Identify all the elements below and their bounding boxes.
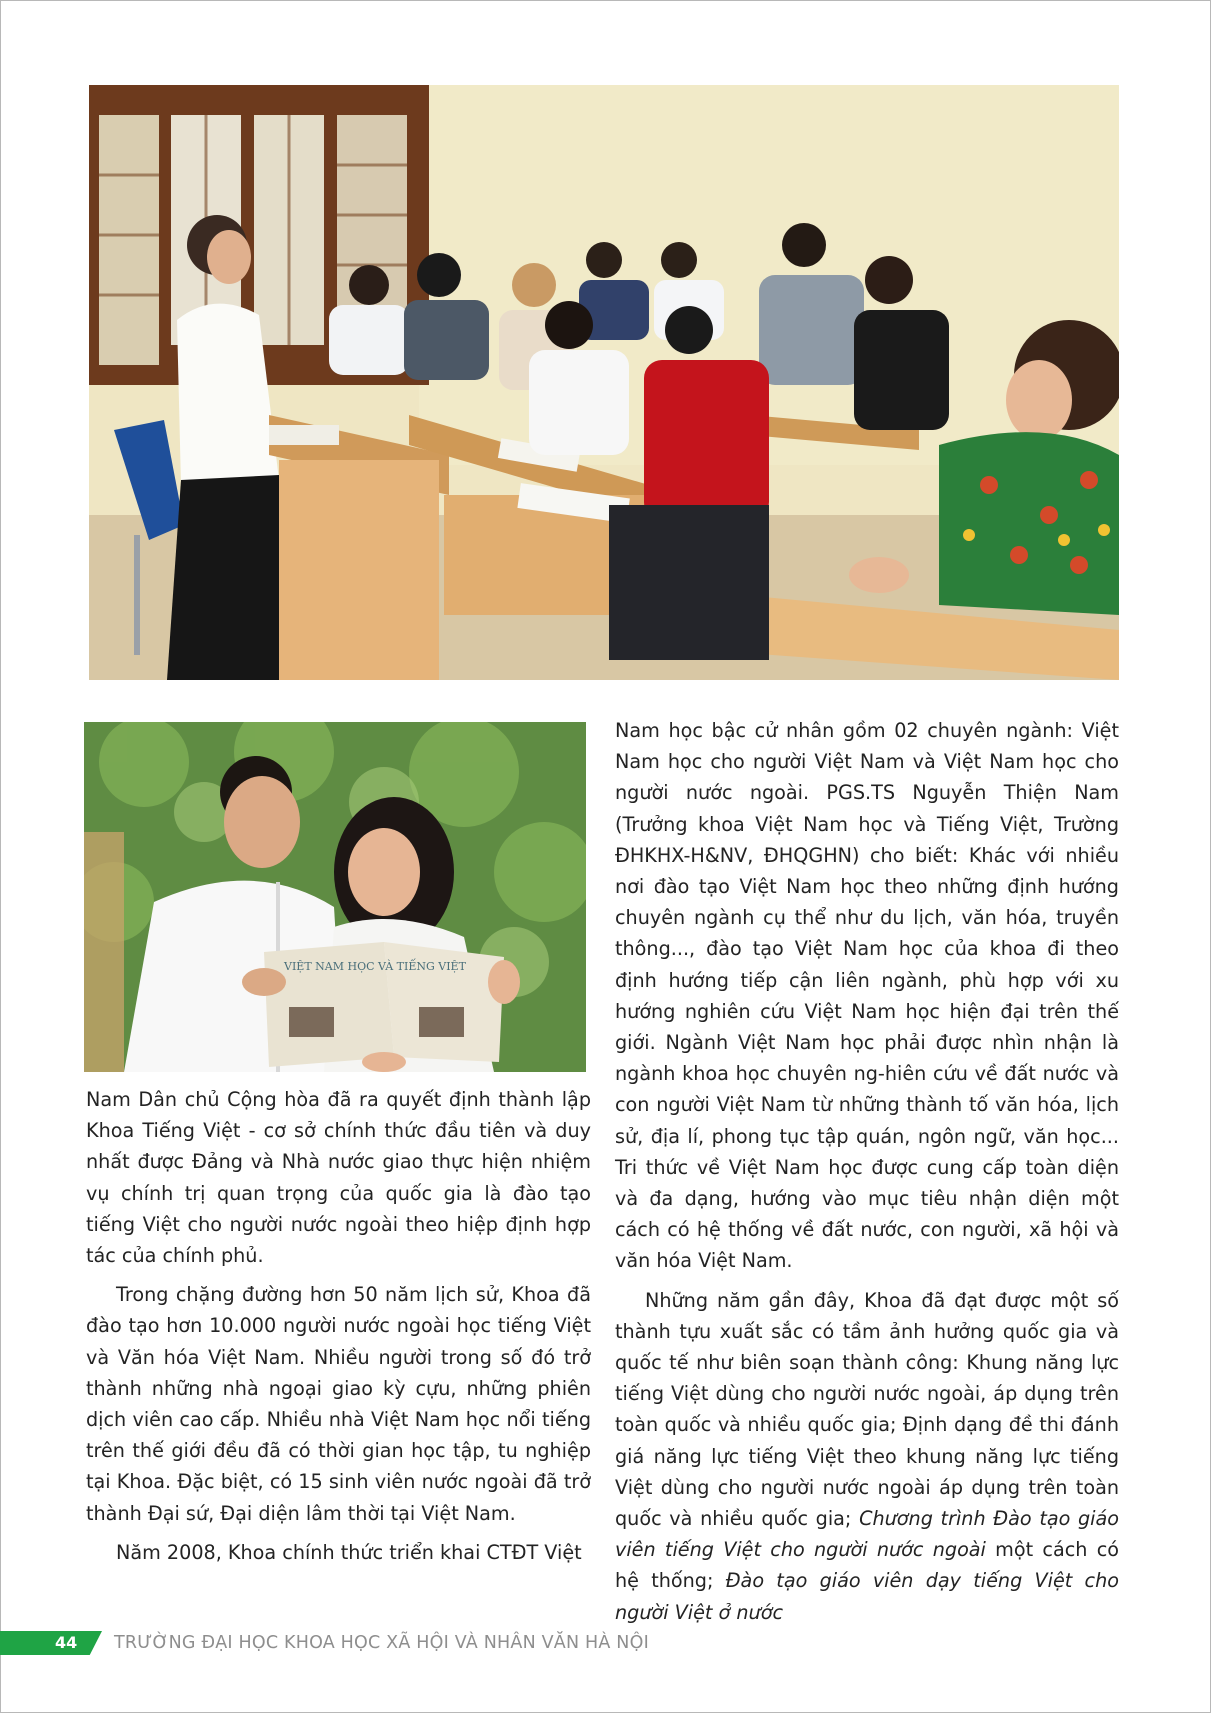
students-reading-photo	[84, 722, 586, 1072]
left-paragraph-1: Nam Dân chủ Cộng hòa đã ra quyết định thành lập Khoa Tiếng Việt - cơ sở chính thức đầu tiên và duy nhất được Đảng và Nhà nước giao thực hiện nhiệm vụ chính trị quan trọng của quốc gia là đào tạo tiếng Việt cho người nước ngoài theo hiệp định hợp tác của chính phủ.	[86, 1088, 591, 1268]
right-paragraph-2-text-a: Những năm gần đây, Khoa đã đạt được một số thành tựu xuất sắc có tầm ảnh hưởng quốc gia và quốc tế như biên soạn thành công: Khung năng lực tiếng Việt dùng cho người nước ngoài, áp dụng trên toàn quốc và nhiều quốc gia; Định dạng đề thi đánh giá năng lực tiếng Việt theo khung năng lực tiếng Việt dùng cho người nước ngoài áp dụng trên toàn quốc và nhiều quốc gia;	[615, 1288, 1119, 1531]
right-paragraph-2-italic-a: Chương trình Đào tạo giáo viên tiếng Việt cho người nước ngoài	[615, 1507, 1120, 1562]
right-paragraph-2-italic-b: Đào tạo giáo viên dạy tiếng Việt cho người Việt ở nước	[615, 1569, 1119, 1624]
right-paragraph-2-text-b: một cách có hệ thống;	[615, 1538, 1119, 1593]
left-paragraph-3: Năm 2008, Khoa chính thức triển khai CTĐT Việt	[116, 1540, 582, 1564]
footer-accent-bar	[0, 1631, 102, 1655]
footer-university-title: TRƯỜNG ĐẠI HỌC KHOA HỌC XÃ HỘI VÀ NHÂN VĂN HÀ NỘI	[114, 1633, 649, 1653]
book-cover-text: VIỆT NAM HỌC VÀ TIẾNG VIỆT	[284, 960, 466, 973]
right-paragraph-2	[615, 1285, 1119, 1628]
left-text-column	[86, 1084, 591, 1568]
right-paragraph-1: Nam học bậc cử nhân gồm 02 chuyên ngành: Việt Nam học cho người Việt Nam và Việt Nam học cho người nước ngoài. PGS.TS Nguyễn Thiện Nam (Trưởng khoa Việt Nam học và Tiếng Việt, Trường ĐHKHX-H&NV, ĐHQGHN) cho biết: Khác với nhiều nơi đào tạo Việt Nam học theo những định hướng chuyên ngành cụ thể như du lịch, văn hóa, truyền thông..., đào tạo Việt Nam học của khoa đi theo định hướng tiếp cận liên ngành, phù hợp với xu hướng nghiên cứu Việt Nam học hiện đại trên thế giới. Ngành Việt Nam học phải được nhìn nhận là ngành khoa học chuyên ng-hiên cứu về đất nước và con người Việt Nam từ những thành tố văn hóa, lịch sử, địa lí, phong tục tập quán, ngôn ngữ, văn học... Tri thức về Việt Nam học được cung cấp toàn diện và đa dạng, hướng vào mục tiêu nhận diện một cách có hệ thống về đất nước, con người, xã hội và văn hóa Việt Nam.	[615, 719, 1119, 1273]
page-number: 44	[55, 1633, 78, 1652]
classroom-photo	[89, 85, 1119, 680]
right-text-column	[615, 715, 1119, 1628]
left-paragraph-2: Trong chặng đường hơn 50 năm lịch sử, Khoa đã đào tạo hơn 10.000 người nước ngoài học tiếng Việt và Văn hóa Việt Nam. Nhiều người trong số đó trở thành những nhà ngoại giao kỳ cựu, những phiên dịch viên cao cấp. Nhiều nhà Việt Nam học nổi tiếng trên thế giới đều đã có thời gian học tập, tu nghiệp tại Khoa. Đặc biệt, có 15 sinh viên nước ngoài đã trở thành Đại sứ, Đại diện lâm thời tại Việt Nam.	[86, 1283, 591, 1525]
